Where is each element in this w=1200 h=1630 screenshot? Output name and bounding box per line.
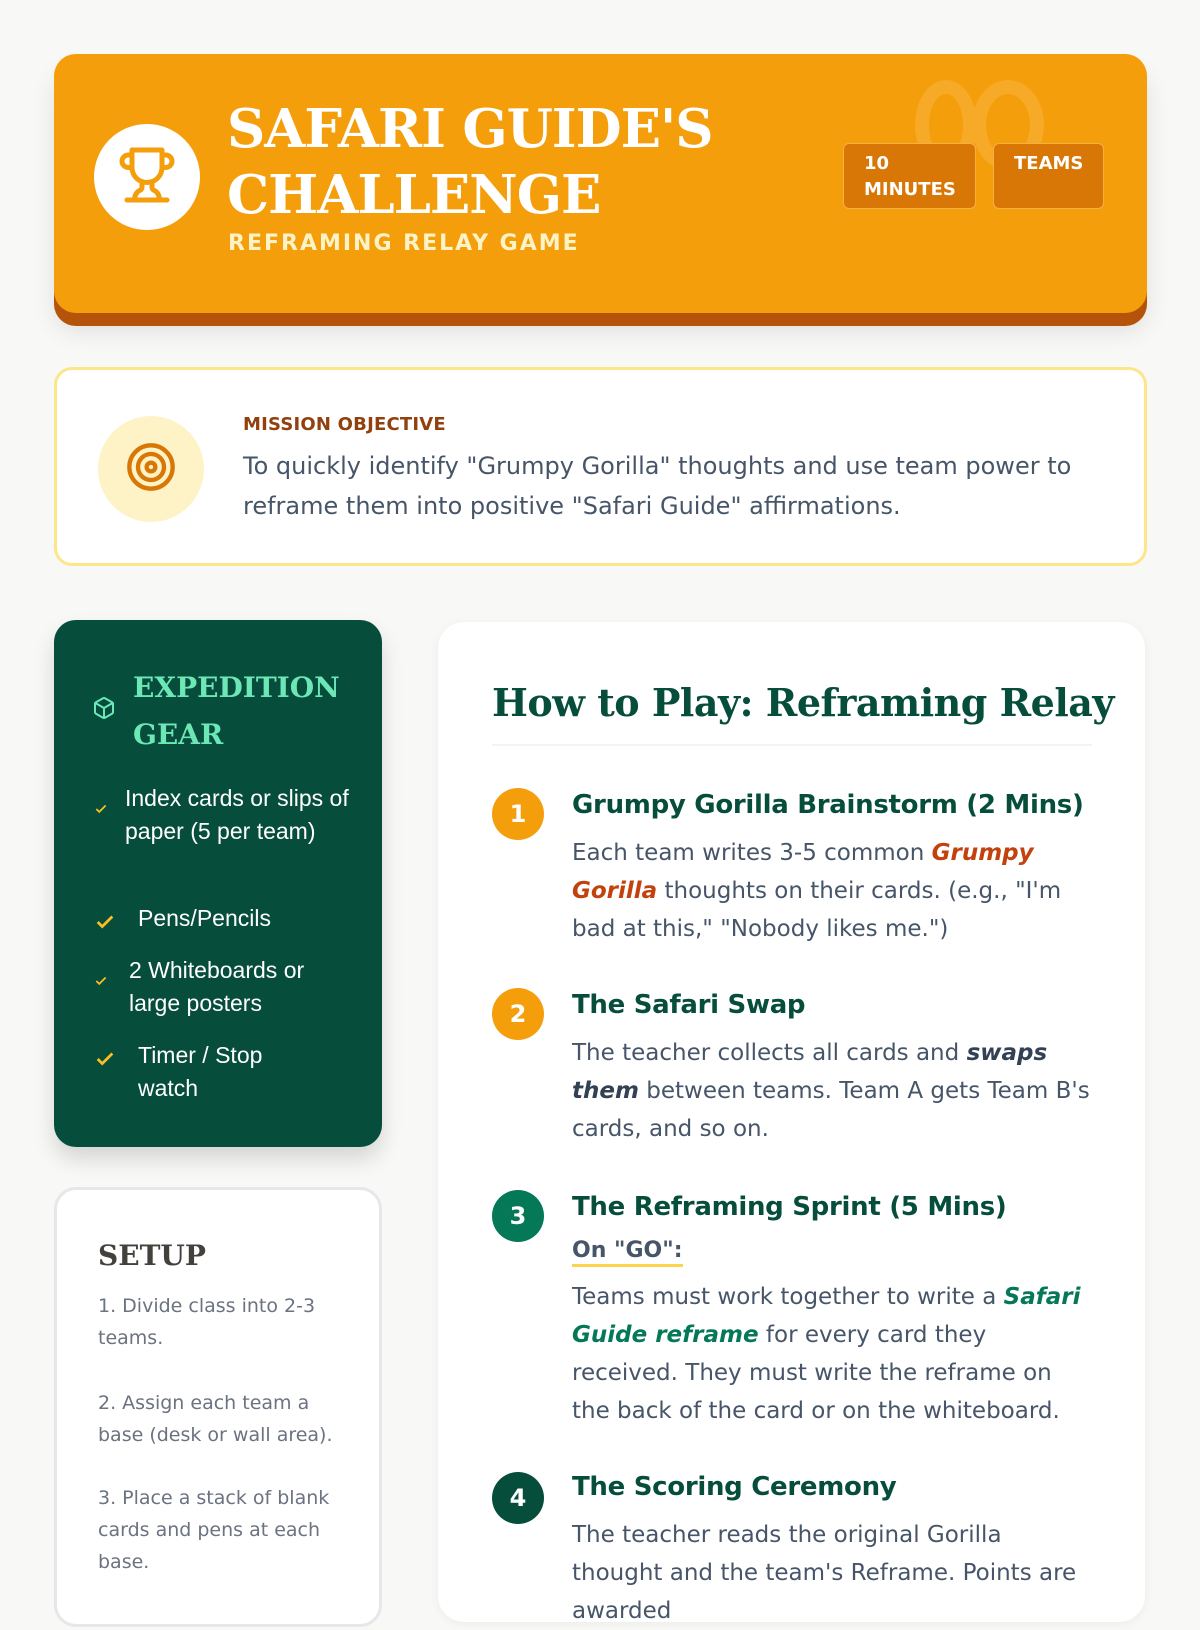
gear-item [94, 902, 354, 938]
trophy-badge [94, 124, 200, 230]
step-body [572, 1278, 1092, 1430]
how-to-play-title: How to Play: Reframing Relay [492, 680, 1114, 725]
step-title: Grumpy Gorilla Brainstorm (2 Mins) [572, 790, 1084, 820]
step-number-badge: 1 [492, 788, 544, 840]
gear-item-label: Index cards or slips of paper (5 per team) [125, 785, 349, 844]
gear-item [94, 782, 354, 882]
check-icon [94, 792, 108, 825]
step-body [572, 1516, 1092, 1630]
how-to-play-card [438, 622, 1145, 1622]
page-title: SAFARI GUIDE'S CHALLENGE [227, 98, 713, 226]
target-icon [125, 441, 177, 498]
format-badge: TEAMS [993, 143, 1104, 209]
step-number-badge: 2 [492, 988, 544, 1040]
step-highlight: Safari Guide reframe [572, 1284, 1081, 1348]
step-text: The teacher collects all cards and [572, 1040, 967, 1066]
title-divider [492, 744, 1092, 746]
step-title: The Scoring Ceremony [572, 1472, 897, 1502]
check-icon [94, 964, 108, 997]
step-text: Teams must work together to write a [572, 1284, 1004, 1310]
check-icon [94, 909, 116, 942]
step-text: The teacher reads the original Gorilla thought and the team's Reframe. Points are awarded [572, 1522, 1077, 1624]
mission-text: To quickly identify "Grumpy Gorilla" thoughts and use team power to reframe them into positive "Safari Guide" affirmations. [243, 452, 1072, 520]
step-text: thoughts on their cards. (e.g., "I'm bad at this," "Nobody likes me.") [572, 878, 1062, 942]
gear-item-label: Pens/Pencils [138, 905, 271, 931]
setup-step: 1. Divide class into 2-3 teams. [98, 1295, 316, 1349]
gear-item-label: 2 Whiteboards or large posters [129, 957, 305, 1016]
step-title: The Safari Swap [572, 990, 806, 1020]
target-badge [98, 416, 204, 522]
header-banner [54, 54, 1147, 313]
setup-step: 3. Place a stack of blank cards and pens at each base. [98, 1487, 330, 1573]
step-highlight: Grumpy Gorilla [572, 840, 1034, 904]
mission-label: MISSION OBJECTIVE [243, 414, 446, 435]
setup-title: SETUP [98, 1239, 206, 1272]
trophy-icon [117, 145, 177, 210]
gear-item [94, 954, 354, 1024]
step-highlight: swaps them [572, 1040, 1048, 1104]
step-text: between teams. Team A gets Team B's cards, and so on. [572, 1078, 1090, 1142]
mission-card [54, 367, 1147, 566]
gear-item-label: Timer / Stop watch [138, 1042, 263, 1101]
step-text: Each team writes 3-5 common [572, 840, 932, 866]
expedition-gear-card [54, 620, 382, 1147]
check-icon [94, 1046, 116, 1079]
setup-step: 2. Assign each team a base (desk or wall area). [98, 1392, 333, 1446]
page-subtitle: REFRAMING RELAY GAME [228, 231, 580, 256]
gear-item [94, 1039, 354, 1109]
step-number-badge: 4 [492, 1472, 544, 1524]
box-icon [92, 696, 116, 725]
go-label: On "GO": [572, 1238, 683, 1267]
step-text: for every card they received. They must write the reframe on the back of the card or on the whiteboard. [572, 1322, 1060, 1424]
step-body [572, 1034, 1092, 1148]
step-body [572, 834, 1092, 948]
duration-badge: 10 MINUTES [843, 143, 976, 209]
step-title: The Reframing Sprint (5 Mins) [572, 1192, 1007, 1222]
step-number-badge: 3 [492, 1190, 544, 1242]
setup-card [54, 1187, 382, 1627]
gear-title: EXPEDITION GEAR [133, 671, 340, 751]
